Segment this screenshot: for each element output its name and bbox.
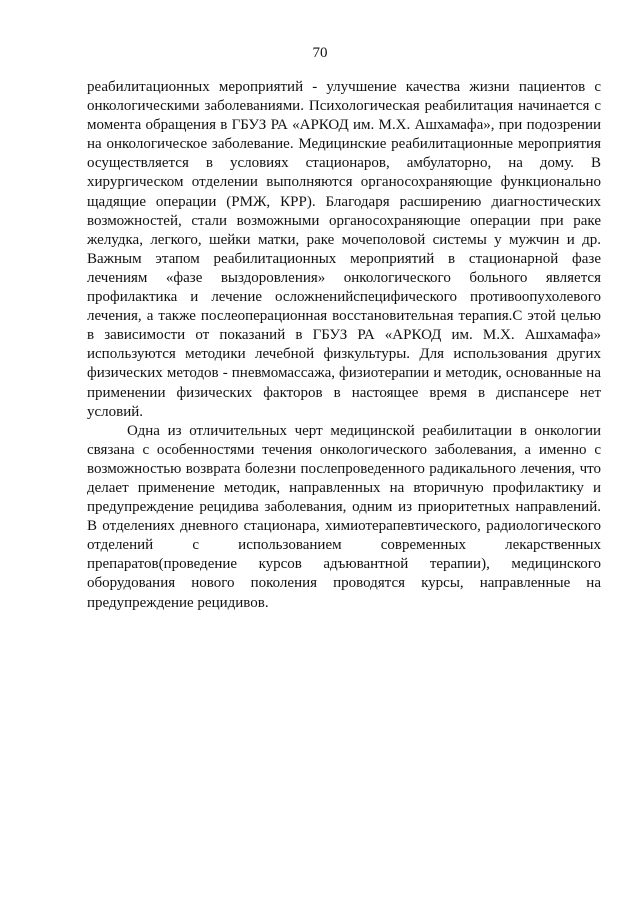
page-number: 70 bbox=[312, 45, 328, 61]
document-body bbox=[87, 78, 601, 613]
paragraph-rehabilitation-measures: реабилитационных мероприятий - улучшение качества жизни пациентов с онкологическими заболеваниями. Психологическая реабилитация начинается с момента обращения в ГБУЗ РА «АРКОД им. М.Х. Ашхамафа», при подозрении на онкологическое заболевание. Медицинские реабилитационные мероприятия осуществляется в условиях стационаров, амбулаторно, на дому. В хирургическом отделении выполняются органосохраняющие функционально щадящие операции (РМЖ, КРР). Благодаря расширению диагностических возможностей, стали возможными органосохраняющие операции при раке желудка, легкого, шейки матки, раке мочеполовой системы у мужчин и др. Важным этапом реабилитационных мероприятий в стационарной фазе лечениям «фазе выздоровления» онкологического больного является профилактика и лечение осложненийспецифического противоопухолевого лечения, а также послеоперационная восстановительная терапия.С этой целью в зависимости от показаний в ГБУЗ РА «АРКОД им. М.Х. Ашхамафа» используются методики лечебной физкультуры. Для использования других физических методов - пневмомассажа, физиотерапии и методик, основанные на применении физических факторов в настоящее время в диспансере нет условий. bbox=[87, 79, 601, 420]
paragraph-relapse-prevention: Одна из отличительных черт медицинской реабилитации в онкологии связана с особенностями течения онкологического заболевания, а именно с возможностью возврата болезни послепроведенного радикального лечения, что делает применение методик, направленных на вторичную профилактику и предупреждение рецидива заболевания, одним из приоритетных направлений. В отделениях дневного стационара, химиотерапевтического, радиологического отделений с использованием современных лекарственных препаратов(проведение курсов адъювантной терапии), медицинского оборудования нового поколения проводятся курсы, направленные на предупреждение рецидивов. bbox=[87, 422, 601, 611]
